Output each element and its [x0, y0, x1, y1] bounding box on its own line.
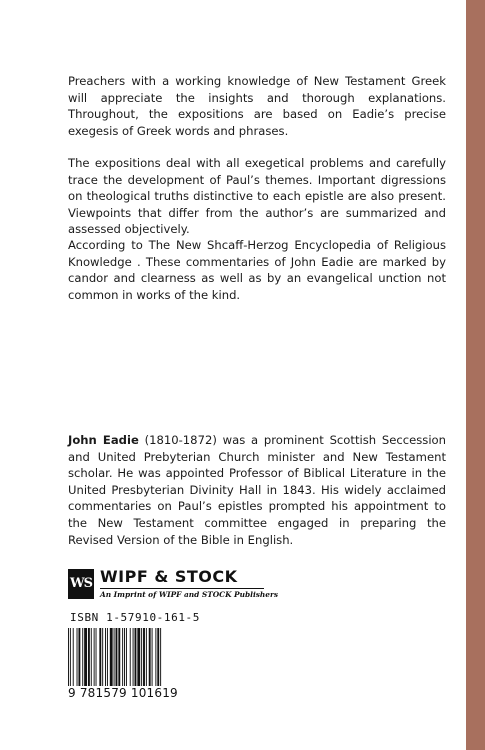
blurb-paragraph-3: According to The New Shcaff-Herzog Encyclopedia of Religious Knowledge . These commentaries of John Eadie are marked by candor and clearness as well as by an evangelical unction not common in works of the kind. — [68, 238, 446, 302]
author-name: John Eadie — [68, 433, 139, 447]
blurb-paragraph-2: The expositions deal with all exegetical problems and carefully trace the development of Paul’s themes. Important digressions on theological truths distinctive to each epistle are also present. Viewpoints that differ from the author’s are summarized and assessed objectively. — [68, 156, 446, 237]
publisher-name: WIPF & STOCK — [100, 567, 238, 586]
publisher-rule — [100, 588, 264, 589]
author-bio — [68, 432, 446, 548]
publisher-logo — [68, 567, 279, 609]
publisher-tagline: An Imprint of WIPF and STOCK Publishers — [100, 590, 279, 599]
spine-edge — [466, 0, 485, 750]
barcode-icon — [66, 628, 188, 692]
author-bio-text: (1810-1872) was a prominent Scottish Seccession and United Prebyterian Church minister and New Testament scholar. He was appointed Professor of Biblical Literature in the United Presbyterian Divinity Hall in 1843. His widely acclaimed commentaries on Paul’s epistles prompted his appointment to the New Testament committee engaged in preparing the Revised Version of the Bible in English. — [68, 433, 446, 547]
blurb-paragraph-1: Preachers with a working knowledge of New Testament Greek will appreciate the insights and thorough explanations. Throughout, the expositions are based on Eadie’s precise exegesis of Greek words and phrases. — [68, 74, 446, 138]
isbn-label: ISBN 1-57910-161-5 — [70, 611, 201, 624]
barcode-number: 9 781579 101619 — [68, 686, 178, 700]
publisher-mark-icon: WS — [68, 569, 94, 599]
